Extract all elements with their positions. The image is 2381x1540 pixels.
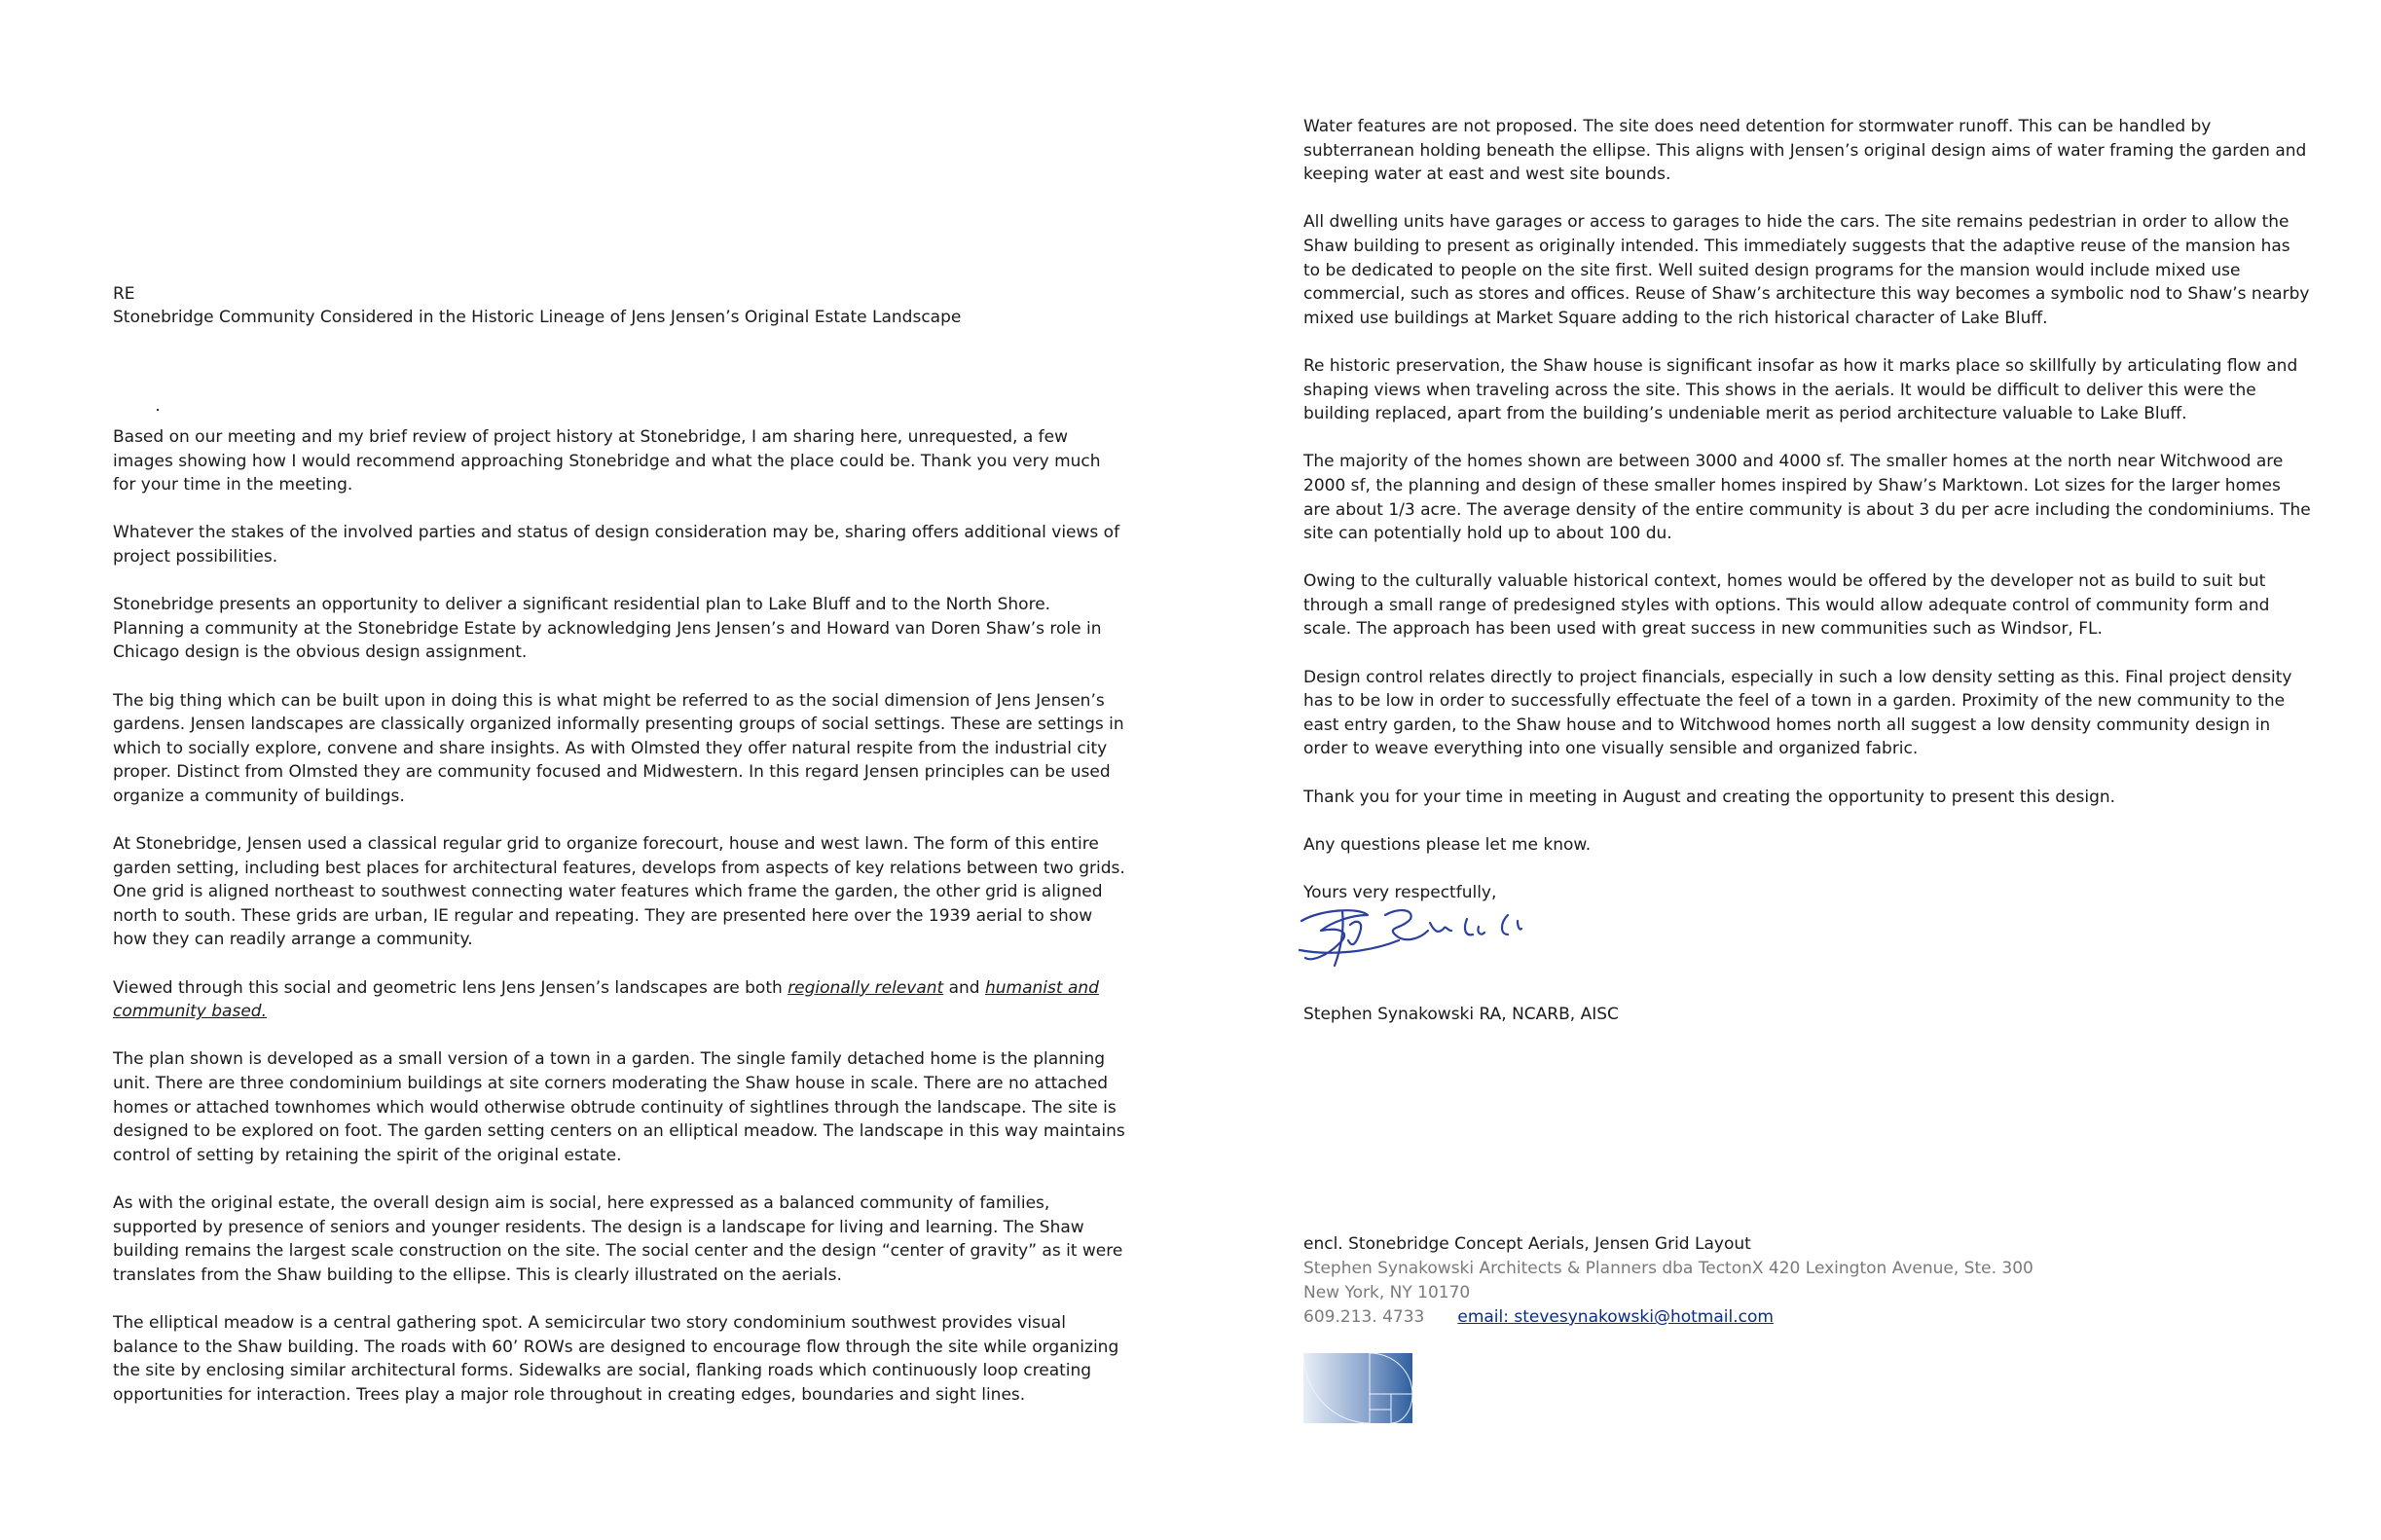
paragraph: Stonebridge presents an opportunity to deliver a significant residential plan to Lake Bluff and to the North Shore. Planning a community at the Stonebridge Estate by acknowledging Jens Jensen’s and Howard van Doren Shaw’s role in Chicago design is the obvious design assignment. xyxy=(113,595,1102,663)
paragraph: At Stonebridge, Jensen used a classical regular grid to organize forecourt, house and west lawn. The form of this entire garden setting, including best places for architectural features, develops from aspects of key relations between two grids. One grid is aligned northeast to southwest connecting water features which frame the garden, the other grid is aligned north to south. These grids are urban, IE regular and repeating. They are presented here over the 1939 aerial to show how they can readily arrange a community. xyxy=(113,834,1125,950)
re-label: RE xyxy=(113,284,135,304)
enclosure-line: encl. Stonebridge Concept Aerials, Jensen Grid Layout xyxy=(1303,1234,1751,1254)
footer xyxy=(1303,1232,2277,1330)
right-page xyxy=(1190,0,2381,1540)
paragraph: Design control relates directly to project financials, especially in such a low density setting as this. Final project density has to be low in order to successfully effectuate the feel of a town in a garden. Proximity of the new community to the east entry garden, to the Shaw house and to Witchwood homes north all suggest a low density community design in order to weave everything into one visually sensible and organized fabric. xyxy=(1303,667,2292,759)
closing-line: Yours very respectfully, xyxy=(1303,883,1497,902)
paragraph: Re historic preservation, the Shaw house is significant insofar as how it marks place so skillfully by articulating flow and shaping views when traveling across the site. This shows in the aerials. It would be difficult to deliver this were the building replaced, apart from the building’s undeniable merit as period architecture valuable to Lake Bluff. xyxy=(1303,355,2298,424)
paragraph: The majority of the homes shown are between 3000 and 4000 sf. The smaller homes at the north near Witchwood are 2000 sf, the planning and design of these smaller homes inspired by Shaw’s Marktown. Lot sizes for the larger homes are about 1/3 acre. The average density of the entire community is about 3 du per acre including the condominiums. The site can potentially hold up to about 100 du. xyxy=(1303,452,2311,544)
paragraph: As with the original estate, the overall design aim is social, here expressed as a balanced community of families, supported by presence of seniors and younger residents. The design is a landscape for living and learning. The Shaw building remains the largest scale construction on the site. The social center and the design “center of gravity” as it were translates from the Shaw building to the ellipse. This is clearly illustrated on the aerials. xyxy=(113,1193,1123,1285)
left-page xyxy=(0,0,1190,1540)
contact-row xyxy=(1303,1305,2277,1330)
email-link[interactable]: email: stevesynakowski@hotmail.com xyxy=(1457,1307,1774,1327)
paragraph: Owing to the culturally valuable historical context, homes would be offered by the developer not as build to suit but through a small range of predesigned styles with options. This would allow adequate control of community form and scale. The approach has been used with great success in new communities such as Windsor, FL. xyxy=(1303,571,2270,640)
paragraph: Based on our meeting and my brief review of project history at Stonebridge, I am sharing here, unrequested, a few images showing how I would recommend approaching Stonebridge and what the place could be. Thank you very much for your time in the meeting. xyxy=(113,427,1101,495)
city-line: New York, NY 10170 xyxy=(1303,1283,1471,1302)
signatory-name: Stephen Synakowski RA, NCARB, AISC xyxy=(1303,1005,1619,1024)
paragraph: The big thing which can be built upon in doing this is what might be referred to as the social dimension of Jens Jensen’s gardens. Jensen landscapes are classically organized informally presenting groups of social settings. These are settings in which to socially explore, convene and share insights. As with Olmsted they offer natural respite from the industrial city proper. Distinct from Olmsted they are community focused and Midwestern. In this regard Jensen principles can be used organize a community of buildings. xyxy=(113,690,1124,806)
paragraph: The plan shown is developed as a small version of a town in a garden. The single family detached home is the planning unit. There are three condominium buildings at site corners moderating the Shaw house in scale. There are no attached homes or attached townhomes which would otherwise obtrude continuity of sightlines through the landscape. The site is designed to be explored on foot. The garden setting centers on an elliptical meadow. The landscape in this way maintains control of setting by retaining the spirit of the original estate. xyxy=(113,1049,1125,1165)
paragraph: The elliptical meadow is a central gathering spot. A semicircular two story condominium southwest provides visual balance to the Shaw building. The roads with 60’ ROWs are designed to encourage flow through the site while organizing the site by enclosing similar architectural forms. Sidewalks are social, flanking roads which continuously loop creating opportunities for interaction. Trees play a major role throughout in creating edges, boundaries and sight lines. xyxy=(113,1312,1119,1405)
humanist-emphasis: humanist and community based. xyxy=(113,977,1099,1022)
subject-line: Stonebridge Community Considered in the Historic Lineage of Jens Jensen’s Original Estate Landscape xyxy=(113,308,962,327)
regionally-relevant-emphasis: regionally relevant xyxy=(788,977,944,998)
handwritten-signature xyxy=(1292,901,1545,972)
questions-line: Any questions please let me know. xyxy=(1303,834,1592,855)
firm-address-line: Stephen Synakowski Architects & Planners dba TectonX 420 Lexington Avenue, Ste. 300 xyxy=(1303,1259,2033,1278)
lens-paragraph xyxy=(113,976,1125,1024)
lens-text-and: and xyxy=(943,977,985,998)
paragraph: Whatever the stakes of the involved parties and status of design consideration may be, sharing offers additional views of project possibilities. xyxy=(113,523,1120,567)
paragraph: Water features are not proposed. The site does need detention for stormwater runoff. This can be handled by subterranean holding beneath the ellipse. This aligns with Jensen’s original design aims of water framing the garden and keeping water at east and west site bounds. xyxy=(1303,117,2307,185)
golden-spiral-logo xyxy=(1303,1353,1412,1423)
phone-number: 609.213. 4733 xyxy=(1303,1307,1425,1327)
stray-mark xyxy=(157,409,159,411)
paragraph: All dwelling units have garages or access to garages to hide the cars. The site remains pedestrian in order to allow the Shaw building to present as originally intended. This immediately suggests that the adaptive reuse of the mansion has to be dedicated to people on the site first. Well suited design programs for the mansion would include mixed use commercial, such as stores and offices. Reuse of Shaw’s architecture this way becomes a symbolic nod to Shaw’s nearby mixed use buildings at Market Square adding to the rich historical character of Lake Bluff. xyxy=(1303,212,2310,328)
lens-text: Viewed through this social and geometric lens Jens Jensen’s landscapes are both xyxy=(113,977,788,998)
left-body xyxy=(113,425,1125,1431)
right-body xyxy=(1303,115,2311,929)
thank-you-line: Thank you for your time in meeting in August and creating the opportunity to present this design. xyxy=(1303,787,2116,807)
